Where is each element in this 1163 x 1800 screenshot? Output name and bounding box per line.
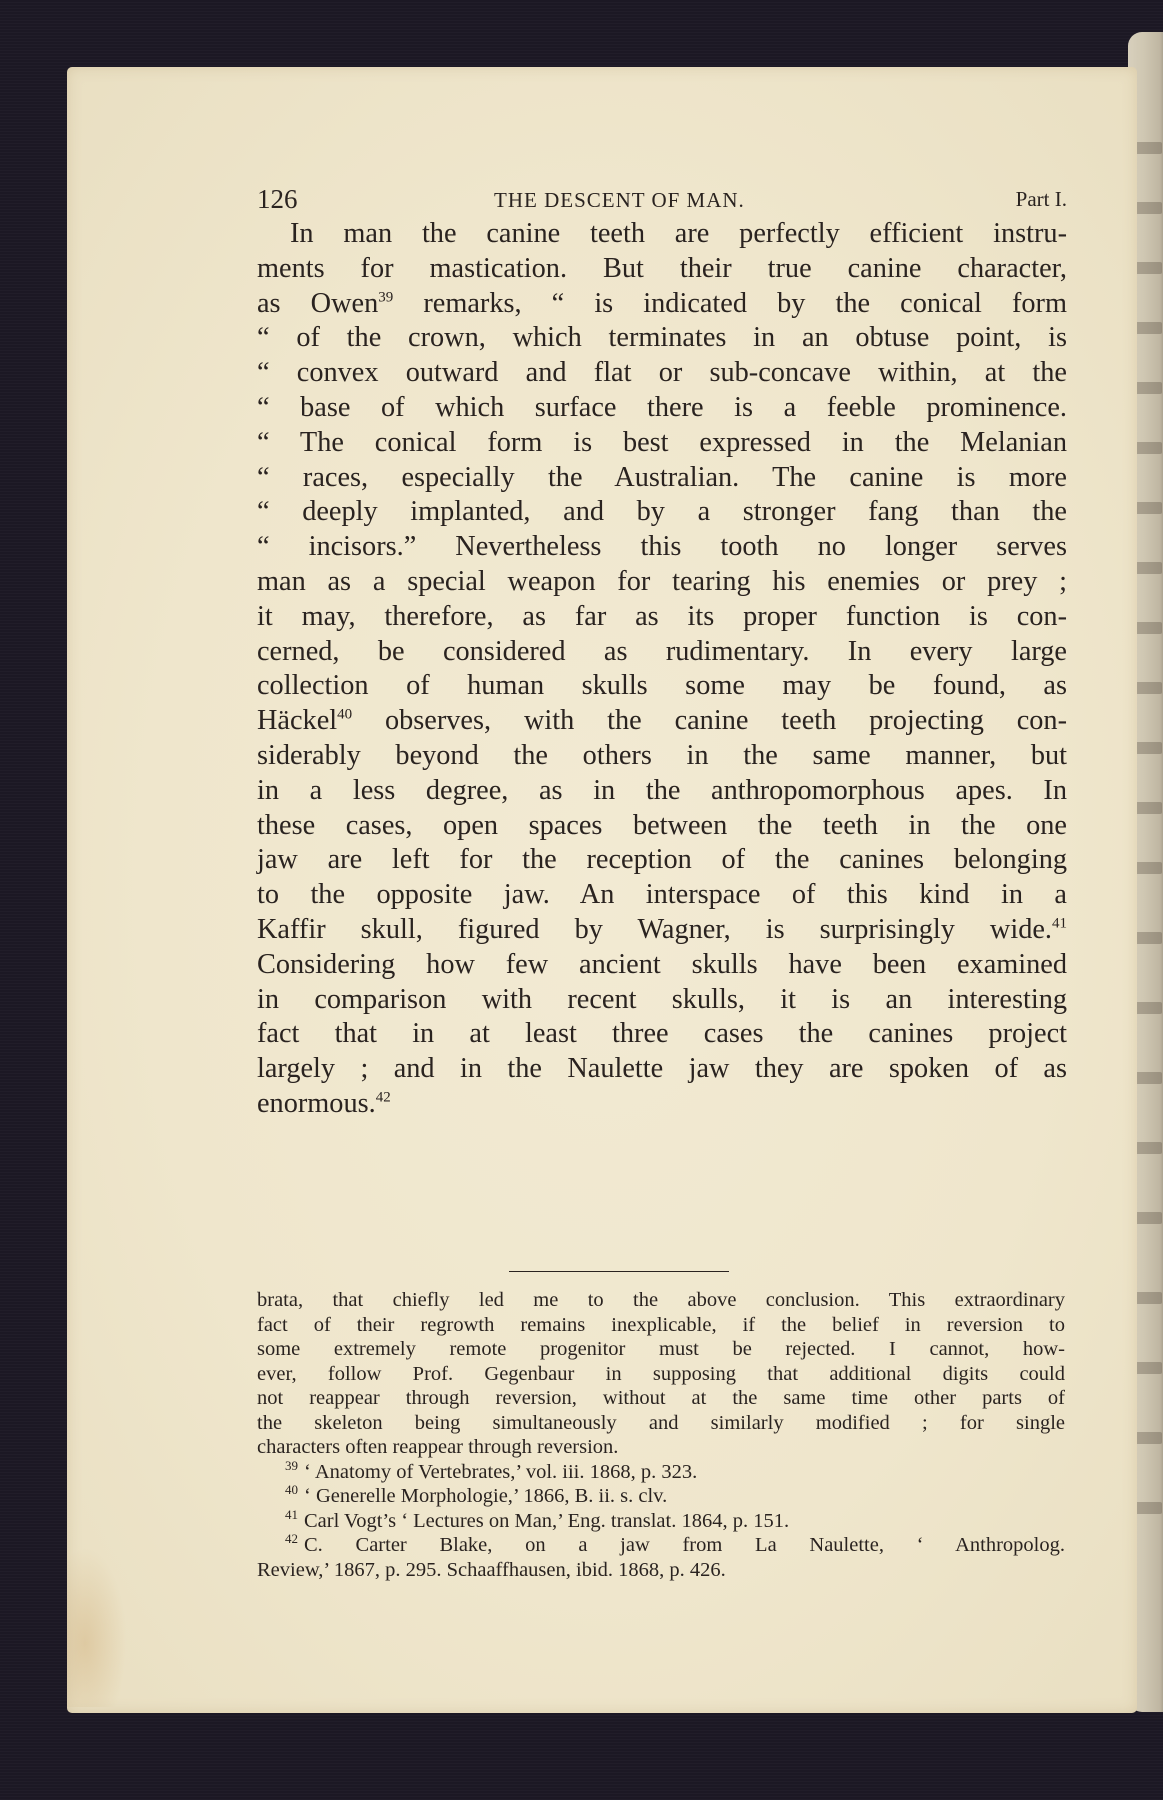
text-line: “ deeply implanted, and by a stronger fang than the (257, 496, 1067, 528)
text-line: Häckel$^{40}$ observes, with the canine teeth projecting con- (257, 705, 1067, 737)
footnote-40: $^{40}$ ‘ Generelle Morphologie,’ 1866, B. ii. s. clv. (285, 1482, 668, 1507)
footnote-42: $^{42}$ C. Carter Blake, on a jaw from La Naulette, ‘ Anthropolog. Review,’ 1867, p. 295. Schaaffhausen, ibid. 1868, p. 426. (257, 1531, 1065, 1581)
text-line: Kaffir skull, figured by Wagner, is surprisingly wide.$^{41}$ (257, 913, 1067, 945)
text-line: jaw are left for the reception of the canines belonging (257, 844, 1067, 876)
footnote-39: $^{39}$ ‘ Anatomy of Vertebrates,’ vol. iii. 1868, p. 323. (285, 1457, 698, 1483)
text-line: “ of the crown, which terminates in an obtuse point, is (257, 322, 1067, 354)
footnotes (257, 1288, 1065, 1582)
footnote-ref: 39 (378, 289, 394, 306)
text-line: in a less degree, as in the anthropomorphous apes. In (257, 774, 1067, 806)
footnote-line: not reappear through reversion, without at the same time other parts of (257, 1387, 1065, 1409)
text-line: ments for mastication. But their true canine character, (257, 252, 1067, 284)
footnote-number: 42 (285, 1531, 298, 1547)
text-line: “ convex outward and flat or sub-concave within, at the (257, 357, 1067, 389)
footnote-line: fact of their regrowth remains inexplicable, if the belief in reversion to (257, 1313, 1065, 1336)
text-line: “ incisors.” Nevertheless this tooth no longer serves (257, 531, 1067, 563)
text-line: siderably beyond the others in the same manner, but (257, 739, 1067, 771)
footnote-line: the skeleton being simultaneously and similarly modified ; for single (257, 1411, 1065, 1434)
footnote-ref: 41 (1052, 915, 1067, 932)
footnote-41: $^{41}$ Carl Vogt’s ‘ Lectures on Man,’ Eng. translat. 1864, p. 151. (285, 1506, 790, 1532)
footnote-number: 41 (285, 1506, 298, 1522)
text-line: enormous.$^{42}$ (257, 1087, 391, 1119)
footnote-continuation (257, 1288, 1065, 1460)
text-line: “ base of which surface there is a feeble prominence. (257, 391, 1067, 423)
main-text (257, 217, 1067, 1122)
footnote-separator (509, 1271, 729, 1272)
footnote-ref: 42 (375, 1089, 391, 1106)
text-line: fact that in at least three cases the canines project (257, 1018, 1067, 1050)
footnote-line: brata, that chiefly led me to the above conclusion. This extraordinary (257, 1289, 1065, 1311)
text-line: as Owen$^{39}$ remarks, “ is indicated by the conical form (257, 287, 1067, 319)
text-line: these cases, open spaces between the teeth in the one (257, 809, 1067, 841)
text-line: to the opposite jaw. An interspace of this kind in a (257, 879, 1067, 911)
text-line: cerned, be considered as rudimentary. In every large (257, 635, 1067, 667)
text-line: in comparison with recent skulls, it is an interesting (257, 983, 1067, 1015)
footnote-number: 39 (285, 1457, 298, 1473)
book-page (67, 67, 1137, 1713)
text-line: it may, therefore, as far as its proper function is con- (257, 600, 1067, 632)
footnote-number: 40 (285, 1482, 298, 1498)
text-line: Considering how few ancient skulls have been examined (257, 948, 1067, 980)
running-head (257, 184, 1067, 220)
paper-stain (67, 1547, 127, 1707)
text-line: “ The conical form is best expressed in the Melanian (257, 426, 1067, 458)
page-number: 126 (257, 184, 298, 214)
book-title: THE DESCENT OF MAN. (494, 188, 745, 212)
text-line: man as a special weapon for tearing his enemies or prey ; (257, 565, 1067, 597)
text-line: collection of human skulls some may be found, as (257, 670, 1067, 702)
footnote-line: ever, follow Prof. Gegenbaur in supposing that additional digits could (257, 1362, 1065, 1385)
text-line: In man the canine teeth are perfectly efficient instru- (290, 218, 1067, 249)
footnote-line: characters often reappear through reversion. (257, 1436, 619, 1458)
text-line: “ races, especially the Australian. The canine is more (257, 461, 1067, 493)
footnote-line: Review,’ 1867, p. 295. Schaaffhausen, ibid. 1868, p. 426. (257, 1558, 726, 1581)
footnote-ref: 40 (337, 706, 353, 723)
text-line: largely ; and in the Naulette jaw they are spoken of as (257, 1053, 1067, 1085)
part-label: Part I. (1015, 187, 1067, 211)
footnote-line: some extremely remote progenitor must be rejected. I cannot, how- (257, 1338, 1065, 1360)
